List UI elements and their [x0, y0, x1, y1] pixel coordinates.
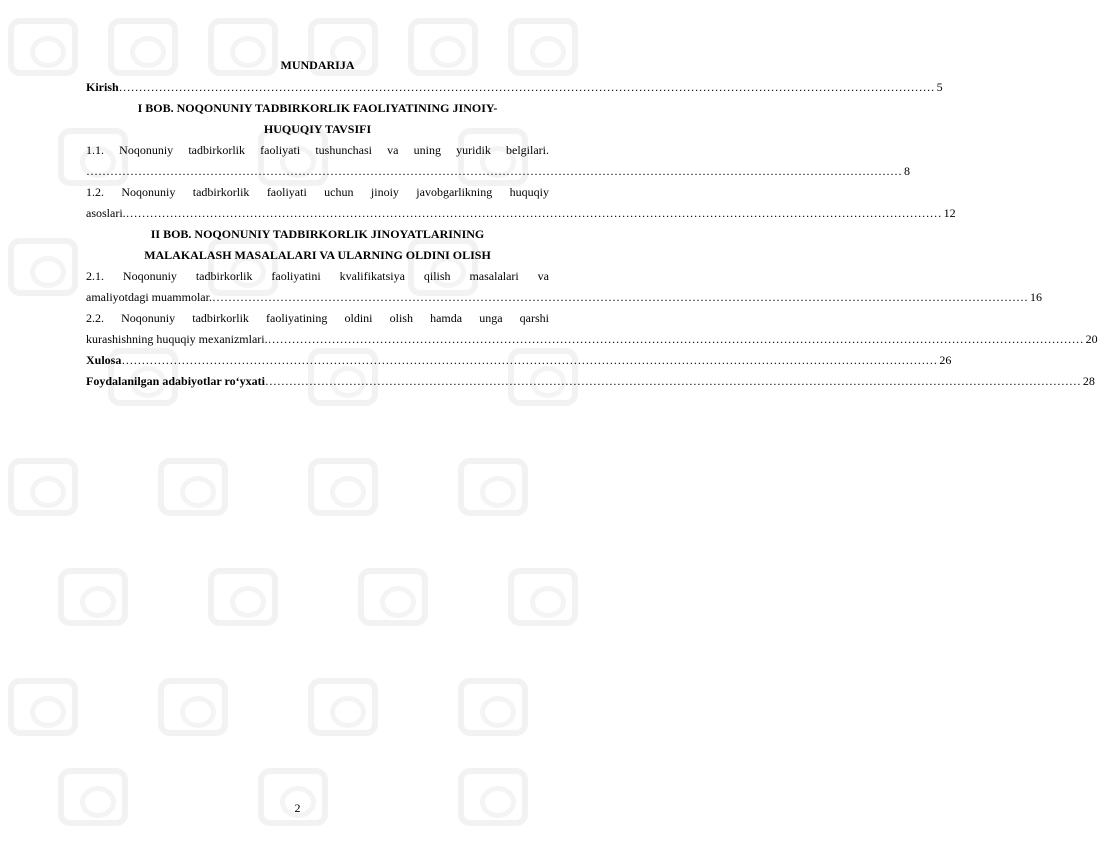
toc-title: MUNDARIJA [280, 58, 355, 72]
toc-entry-text: amaliyotdagi muammolar. [86, 290, 212, 304]
toc-entry-page: 20 [1085, 332, 1098, 346]
toc-entry-page: 12 [943, 206, 956, 220]
chapter-heading-line: II BOB. NOQONUNIY TADBIRKORLIK JINOYATLARINING [150, 227, 485, 241]
toc-entry-text: asoslari. [86, 206, 126, 220]
toc-entry-text: 1.1. Noqonuniy tadbirkorlik faoliyati tushunchasi va uning yuridik belgilari. [86, 143, 549, 157]
toc-entry-page: 5 [936, 80, 943, 94]
toc-entry-1-2[interactable] [86, 182, 956, 224]
toc-entry-page: 28 [1082, 374, 1095, 388]
chapter-heading-1[interactable] [92, 98, 543, 140]
leader-dots: …………………………………………………………………………………………………………………………………………………………………………………… [121, 353, 938, 367]
chapter-heading-2[interactable] [92, 224, 543, 266]
leader-dots: …………………………………………………………………………………………………………………………………………………………………………………… [125, 206, 942, 220]
toc-entry-1-1[interactable] [86, 140, 910, 182]
toc-entry-text: kurashishning huquqiy mexanizmlari. [86, 332, 268, 346]
toc-entry-page: 16 [1029, 290, 1042, 304]
toc-entry-2-2[interactable] [86, 308, 1098, 350]
toc-entry-page: 8 [904, 164, 910, 178]
chapter-heading-line: MALAKALASH MASALALARI VA ULARNING OLDINI OLISH [144, 248, 491, 262]
toc-entry-label: Foydalanilgan adabiyotlar ro‘yxati [86, 374, 265, 388]
toc-entry-references[interactable] [86, 371, 1095, 392]
leader-dots: …………………………………………………………………………………………………………………………………………………………………………………… [86, 164, 902, 178]
chapter-heading-line: HUQUQIY TAVSIFI [263, 122, 372, 136]
toc-entry-conclusion[interactable] [86, 350, 952, 371]
chapter-heading-line: I BOB. NOQONUNIY TADBIRKORLIK FAOLIYATINING JINOIY- [137, 101, 498, 115]
toc-entry-text: 2.2. Noqonuniy tadbirkorlik faoliyatining oldini olish hamda unga qarshi [86, 311, 549, 325]
toc-entry-page: 26 [939, 353, 952, 367]
toc-entry-intro[interactable] [86, 77, 943, 98]
leader-dots: …………………………………………………………………………………………………………………………………………………………………………………… [264, 374, 1081, 388]
toc-entry-text: 1.2. Noqonuniy tadbirkorlik faoliyati uchun jinoiy javobgarlikning huquqiy [86, 185, 549, 199]
toc-entry-label: Kirish [86, 80, 119, 94]
leader-dots: …………………………………………………………………………………………………………………………………………………………………………………… [118, 80, 935, 94]
leader-dots: …………………………………………………………………………………………………………………………………………………………………………………… [211, 290, 1028, 304]
toc-entry-2-1[interactable] [86, 266, 1042, 308]
toc-entry-text: 2.1. Noqonuniy tadbirkorlik faoliyatini kvalifikatsiya qilish masalalari va [86, 269, 549, 283]
leader-dots: …………………………………………………………………………………………………………………………………………………………………………………… [267, 332, 1084, 346]
table-of-contents [86, 55, 1098, 392]
toc-entry-label: Xulosa [86, 353, 122, 367]
page-number: 2 [294, 801, 301, 815]
